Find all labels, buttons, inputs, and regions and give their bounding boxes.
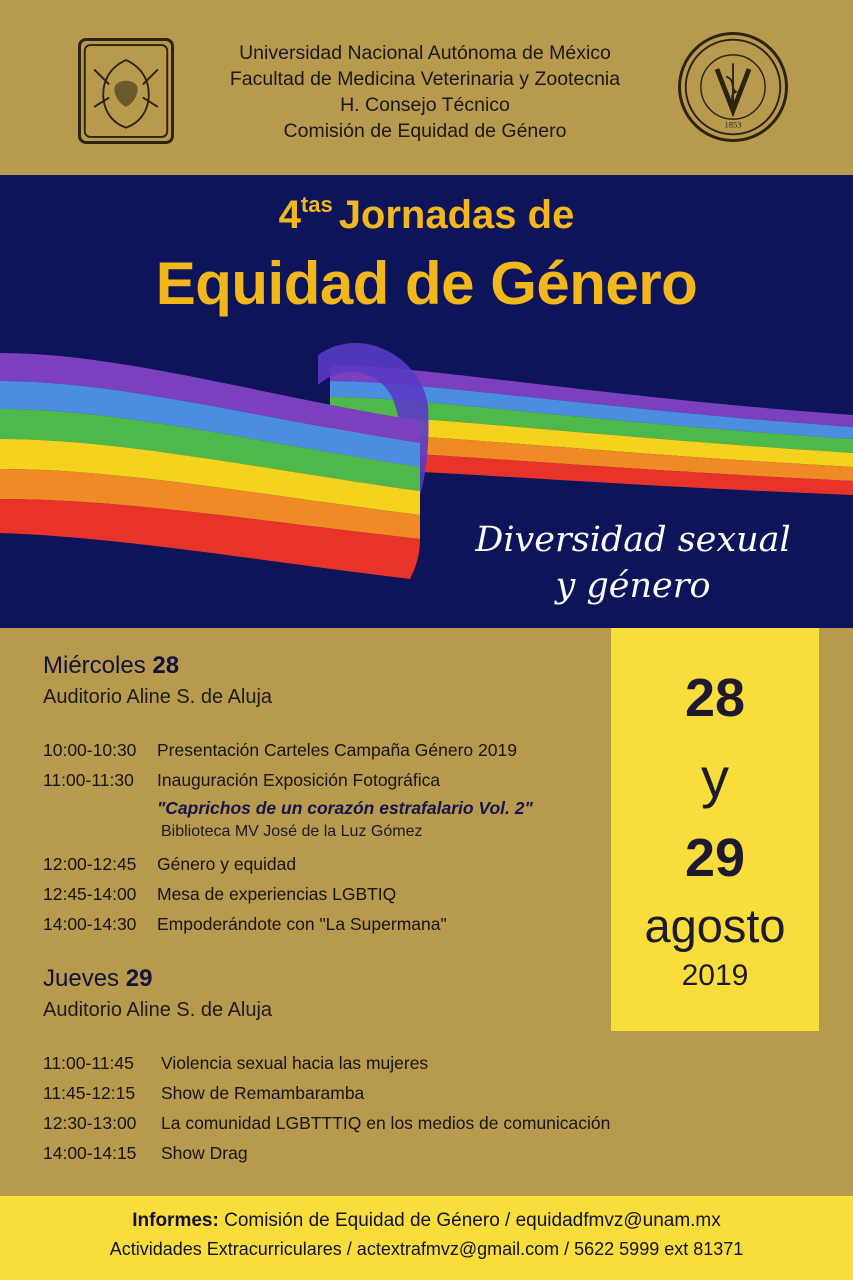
fmvz-seal-logo	[678, 32, 788, 142]
weekday: Miércoles	[43, 652, 146, 679]
schedule-item	[43, 879, 643, 909]
weekday: Jueves	[43, 965, 120, 992]
venue: Auditorio Aline S. de Aluja	[43, 686, 273, 708]
item-time: 14:00-14:30	[43, 914, 137, 934]
subtitle-line-1: Diversidad sexual	[475, 520, 791, 560]
schedule-item	[43, 909, 643, 939]
schedule-list	[43, 1048, 643, 1168]
institution-lines	[190, 40, 660, 144]
item-time: 12:00-12:45	[43, 854, 137, 874]
day-2-section	[43, 965, 643, 1168]
fmvz-seal-icon	[681, 35, 785, 139]
item-title: Presentación Carteles Campaña Género 2019	[157, 740, 517, 760]
item-title: Mesa de experiencias LGBTIQ	[157, 884, 397, 904]
event-title-line-2: Equidad de Género	[155, 250, 698, 317]
schedule-item	[43, 765, 643, 795]
item-location: Biblioteca MV José de la Luz Gómez	[161, 823, 423, 840]
item-title: Género y equidad	[157, 854, 297, 874]
item-time: 12:30-13:00	[43, 1113, 137, 1133]
seal-year: 1853	[724, 119, 742, 130]
date-year: 2019	[681, 959, 749, 992]
item-title: Show de Remambaramba	[161, 1083, 365, 1103]
day-heading	[43, 652, 643, 680]
item-subtitle: "Caprichos de un corazón estrafalario Vol. 2"	[157, 798, 533, 818]
item-time: 12:45-14:00	[43, 884, 137, 904]
schedule	[43, 652, 643, 1168]
footer-line-2: Actividades Extracurriculares / actextrafmvz@gmail.com / 5622 5999 ext 81371	[109, 1239, 744, 1259]
day-number: 29	[125, 965, 153, 992]
item-title: Empoderándote con "La Supermana"	[157, 914, 447, 934]
schedule-item	[43, 1108, 643, 1138]
informes-contact: Comisión de Equidad de Género / equidadfmvz@unam.mx	[224, 1210, 721, 1231]
subtitle-line-2: y género	[555, 566, 711, 606]
item-time: 11:00-11:30	[43, 770, 134, 790]
title-line-1-rest: Jornadas de	[338, 193, 575, 237]
header	[0, 0, 853, 175]
schedule-list	[43, 735, 643, 939]
item-time: 11:45-12:15	[43, 1083, 136, 1103]
institution-line: Facultad de Medicina Veterinaria y Zootecnia	[229, 68, 621, 90]
schedule-item	[43, 1048, 643, 1078]
footer	[0, 1196, 853, 1280]
institution-line: Comisión de Equidad de Género	[283, 120, 567, 142]
footer-line-1	[0, 1210, 853, 1232]
title-ordinal-suffix: tas	[300, 192, 333, 217]
schedule-item	[43, 1138, 643, 1168]
item-time: 10:00-10:30	[43, 740, 137, 760]
informes-label: Informes:	[132, 1210, 219, 1231]
item-title: Show Drag	[161, 1143, 248, 1163]
event-subtitle	[453, 517, 813, 609]
event-dates-box	[611, 628, 819, 1031]
institution-line: Universidad Nacional Autónoma de México	[239, 42, 611, 64]
date-connector: y	[701, 746, 729, 809]
day-heading	[43, 965, 643, 993]
schedule-item	[43, 735, 643, 765]
item-time: 11:00-11:45	[43, 1053, 134, 1073]
item-title: La comunidad LGBTTTIQ en los medios de comunicación	[161, 1113, 611, 1133]
day-number: 28	[152, 652, 180, 679]
event-title-line-1	[0, 192, 853, 238]
unam-seal-logo	[78, 38, 174, 144]
item-title: Inauguración Exposición Fotográfica	[157, 770, 441, 790]
date-month: agosto	[644, 899, 786, 952]
title-banner	[0, 175, 853, 628]
schedule-item	[43, 849, 643, 879]
date-first-day: 28	[684, 668, 746, 728]
date-second-day: 29	[684, 828, 746, 888]
institution-line: H. Consejo Técnico	[340, 94, 510, 116]
unam-seal-icon	[81, 41, 171, 141]
schedule-item	[43, 1078, 643, 1108]
day-1-section	[43, 652, 643, 939]
venue: Auditorio Aline S. de Aluja	[43, 999, 273, 1021]
item-time: 14:00-14:15	[43, 1143, 137, 1163]
item-title: Violencia sexual hacia las mujeres	[161, 1053, 429, 1073]
title-ordinal: 4	[278, 193, 301, 237]
